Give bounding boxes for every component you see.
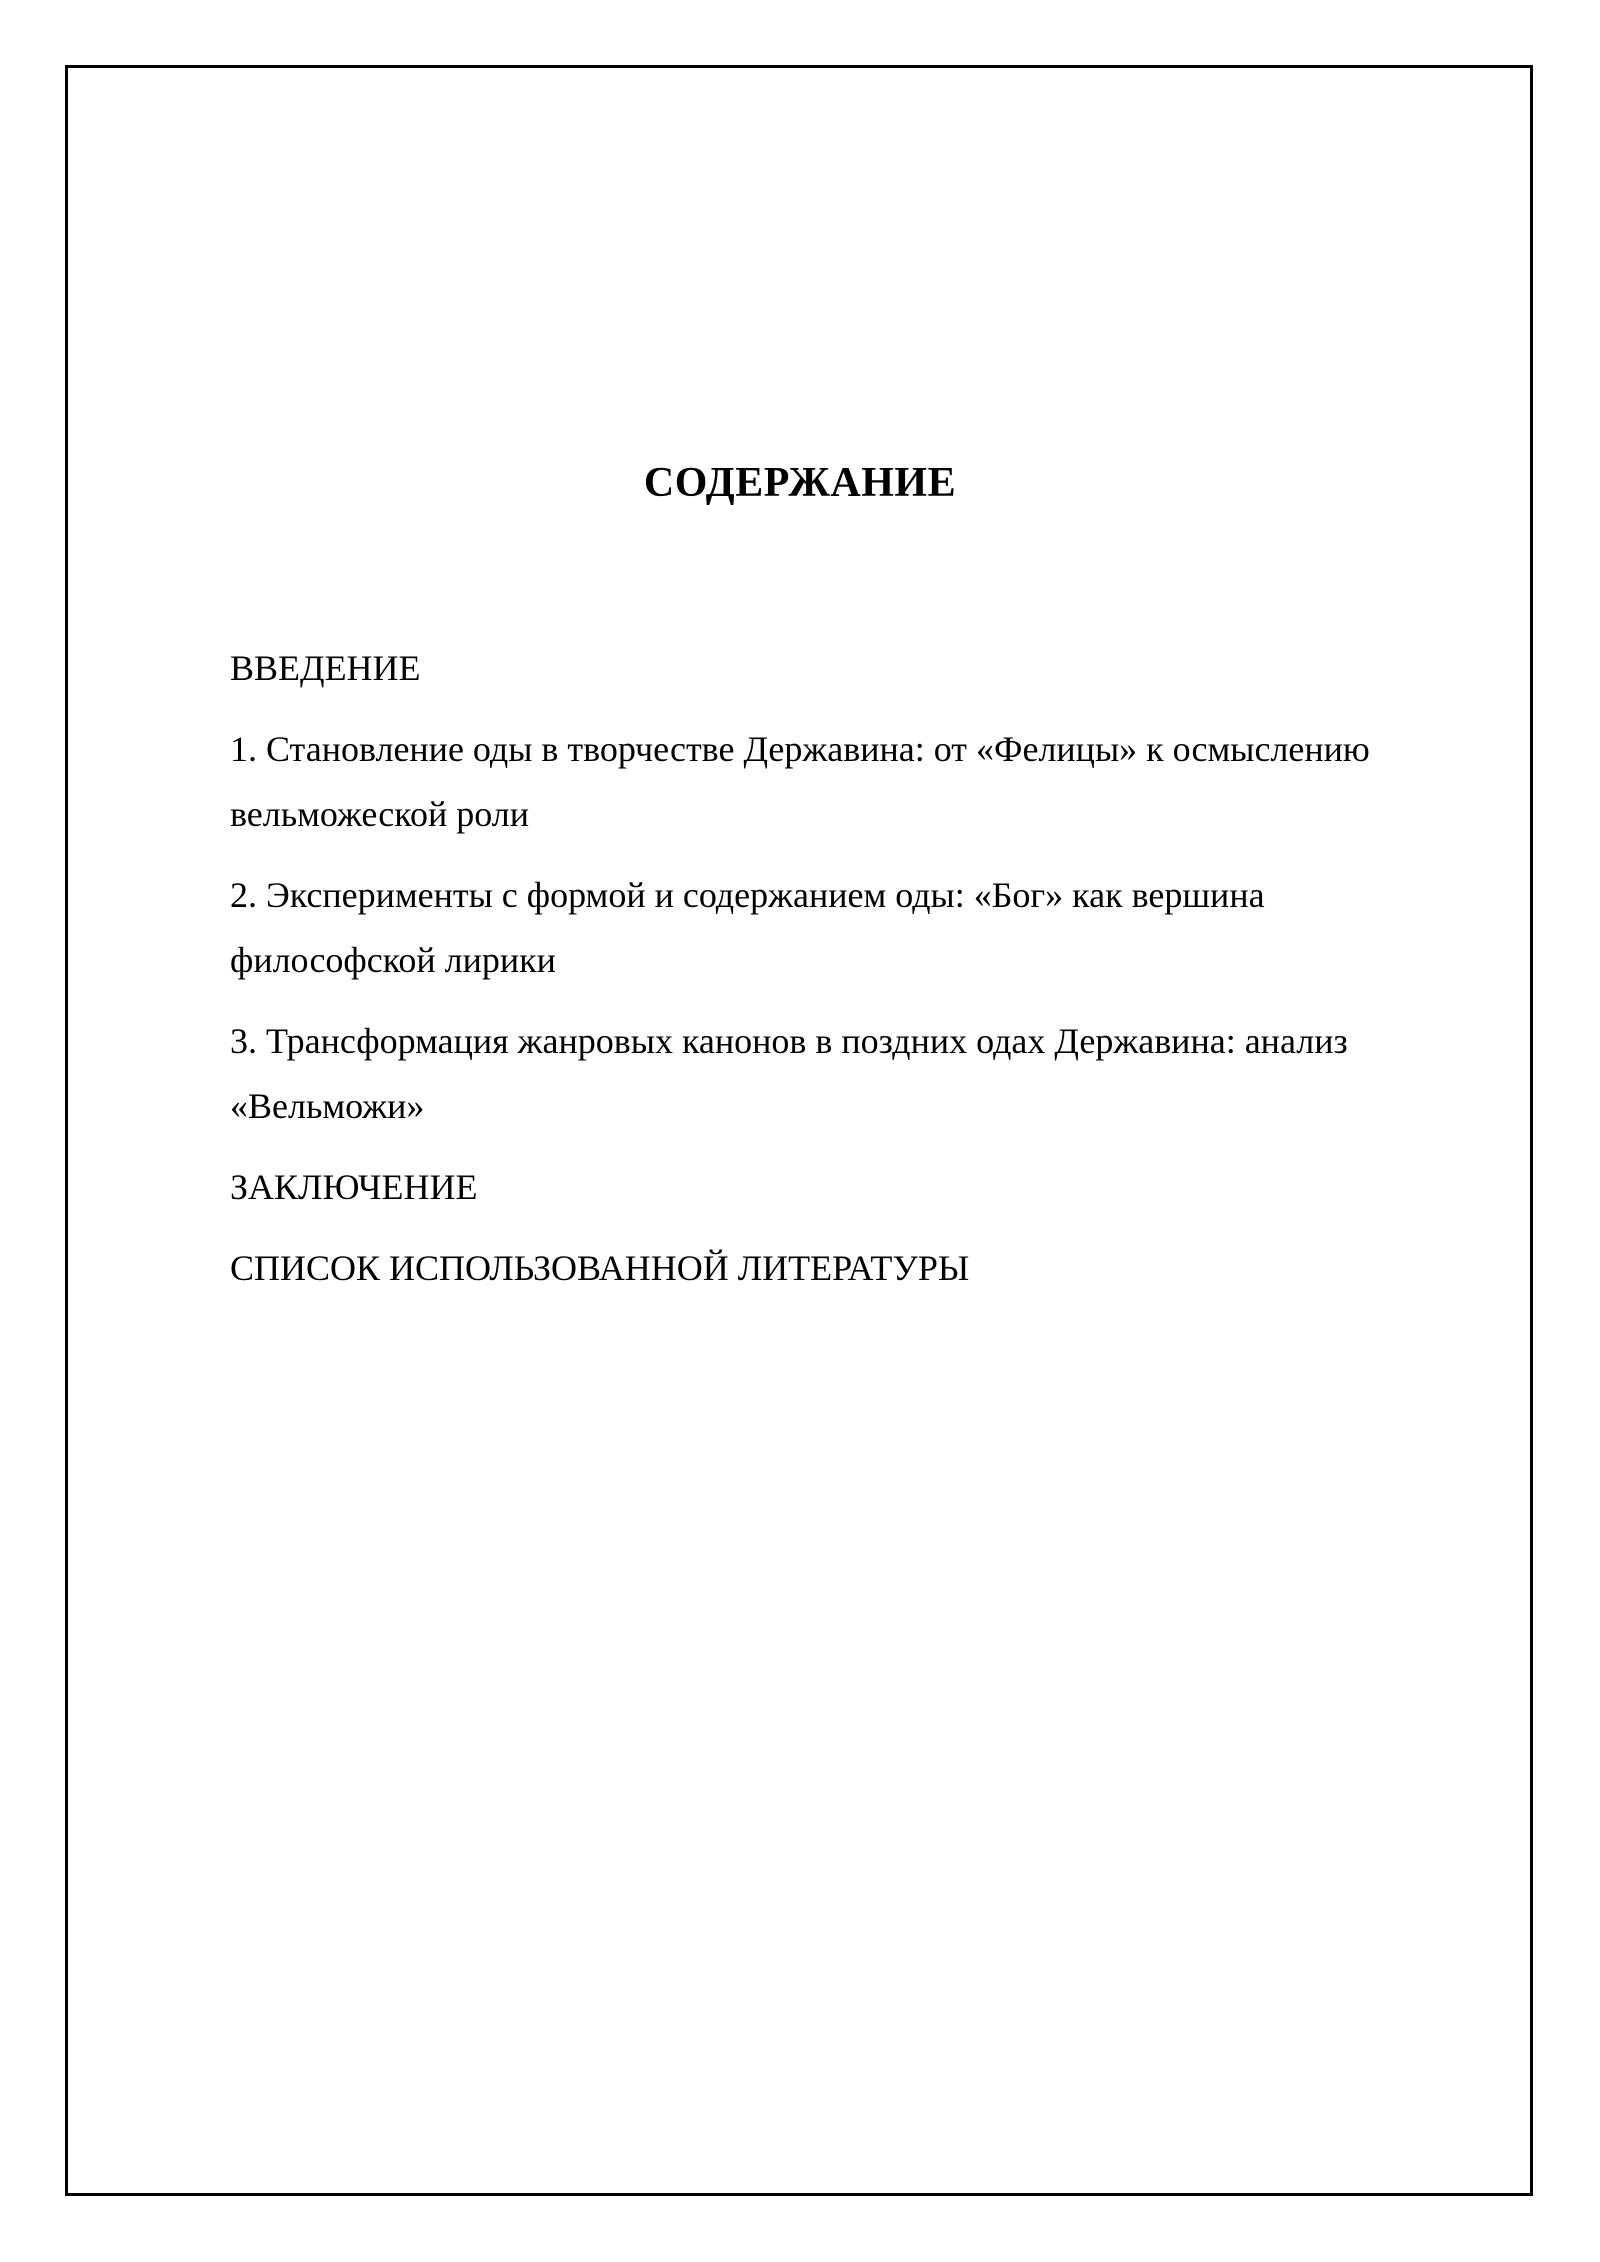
page-title: СОДЕРЖАНИЕ [643, 460, 957, 506]
toc-item-introduction: ВВЕДЕНИЕ [230, 648, 421, 688]
toc-item-chapter-1: 1. Становление оды в творчестве Державина: от «Фелицы» к осмыслению вельможеской роли [230, 729, 1370, 834]
toc-item-chapter-3: 3. Трансформация жанровых канонов в поздних одах Державина: анализ «Вельможи» [230, 1021, 1348, 1126]
table-of-contents [230, 636, 1460, 1317]
toc-item-bibliography: СПИСОК ИСПОЛЬЗОВАННОЙ ЛИТЕРАТУРЫ [230, 1248, 970, 1288]
toc-item-conclusion: ЗАКЛЮЧЕНИЕ [230, 1167, 478, 1207]
toc-item-chapter-2: 2. Эксперименты с формой и содержанием оды: «Бог» как вершина философской лирики [230, 875, 1265, 980]
